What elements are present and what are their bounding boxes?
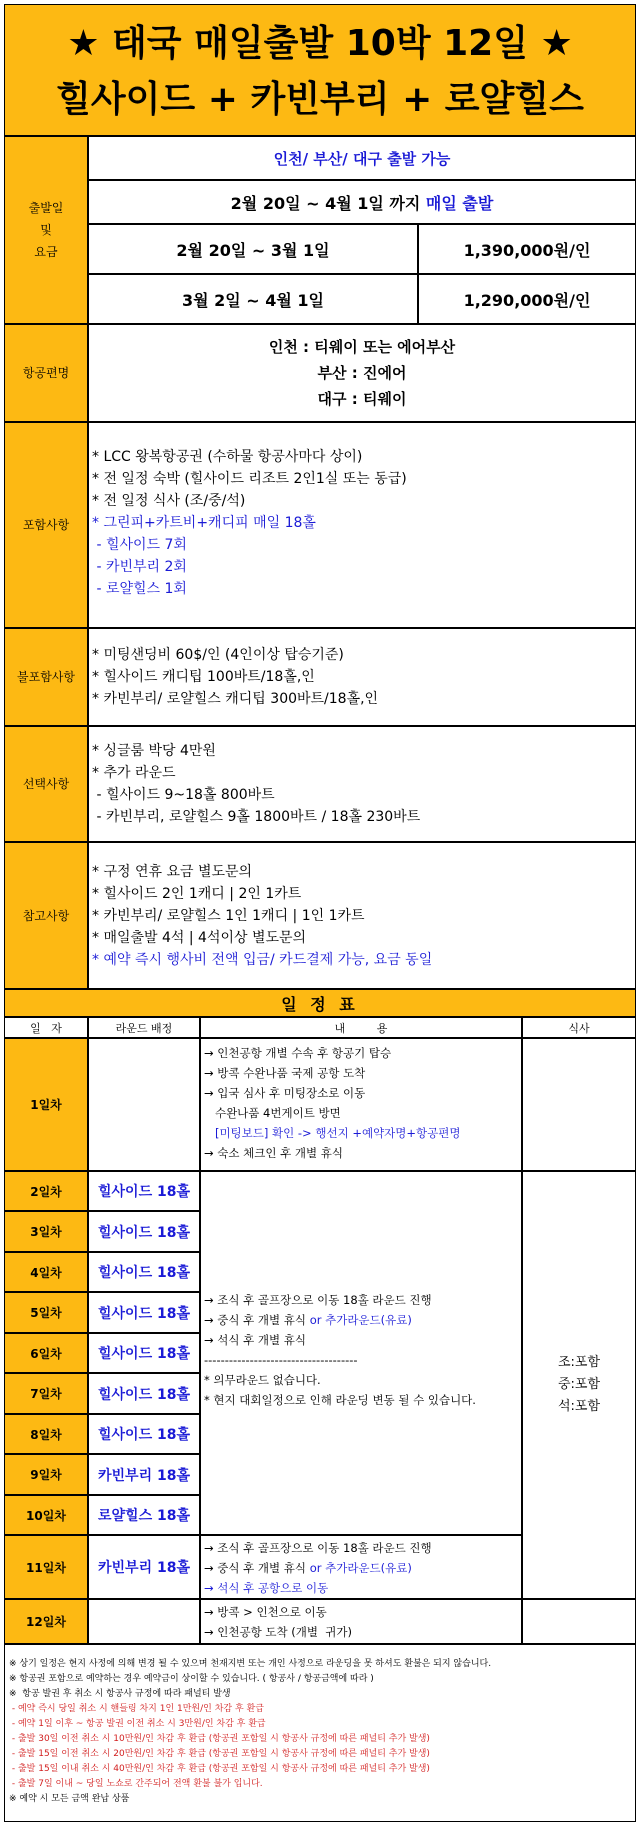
content-line: → 석식 후 공항으로 이동 xyxy=(204,1581,329,1595)
optional-item: * 싱글룸 박당 4만원 xyxy=(92,743,216,759)
content-note: * 의무라운드 없습니다. xyxy=(204,1373,321,1387)
header-round: 라운드 배정 xyxy=(88,1017,200,1038)
price-value-1: 1,390,000원/인 xyxy=(418,224,636,274)
note-line: ※ 항공 발권 후 취소 시 항공사 규정에 따라 패널티 발생 xyxy=(9,1689,231,1699)
day-6-round: 힐사이드 18홀 xyxy=(88,1333,200,1373)
day-9-label: 9일차 xyxy=(4,1454,88,1495)
content-line: → 인천공항 도착 (개별 귀가) xyxy=(204,1625,352,1639)
included-item: * 전 일정 숙박 (힐사이드 리조트 2인1실 또는 동급) xyxy=(92,471,407,487)
day-3-round: 힐사이드 18홀 xyxy=(88,1211,200,1252)
day-12-label: 12일차 xyxy=(4,1599,88,1644)
content-text: → 중식 후 개별 휴식 xyxy=(204,1561,310,1575)
day-3-label: 3일차 xyxy=(4,1211,88,1252)
day-4-label: 4일차 xyxy=(4,1252,88,1292)
price-value-2: 1,290,000원/인 xyxy=(418,274,636,324)
included-item: - 힐사이드 7회 xyxy=(92,537,187,553)
cancel-rule: - 출발 30일 이전 취소 시 10만원/인 차감 후 환급 (항공권 포함일 시 항공사 규정에 따른 패널티 추가 발생) xyxy=(9,1734,430,1744)
content-divider: ------------------------------------- xyxy=(204,1353,358,1367)
cancel-rule: - 출발 15일 이전 취소 시 20만원/인 차감 후 환급 (항공권 포함일 시 항공사 규정에 따른 패널티 추가 발생) xyxy=(9,1749,430,1759)
title-line-1: ★ 태국 매일출발 10박 12일 ★ xyxy=(67,23,573,64)
note-line: ※ 상기 일정은 현지 사정에 의해 변경 될 수 있으며 천재지변 또는 개인 사정으로 라운딩을 못 하셔도 환불은 되지 않습니다. xyxy=(9,1659,492,1669)
meal-dinner: 석:포함 xyxy=(557,1399,601,1414)
included-item: - 로얄힐스 1회 xyxy=(92,581,187,597)
included-item: * LCC 왕복항공권 (수하물 항공사마다 상이) xyxy=(92,449,363,465)
day-4-round: 힐사이드 18홀 xyxy=(88,1252,200,1292)
departure-label: 출발일 및 요금 xyxy=(4,136,88,324)
day-9-round: 카빈부리 18홀 xyxy=(88,1454,200,1495)
day-8-round: 힐사이드 18홀 xyxy=(88,1414,200,1454)
content-note: * 현지 대회일정으로 인해 라운딩 변동 될 수 있습니다. xyxy=(204,1393,476,1407)
extra-round-text: or 추가라운드(유료) xyxy=(309,1313,412,1327)
day-1-meal xyxy=(522,1038,636,1171)
period-text: 2월 20일 ~ 4월 1일 까지 xyxy=(230,193,426,213)
terms-notes xyxy=(4,1644,636,1822)
day-1-content xyxy=(200,1038,522,1171)
extra-round-text: or 추가라운드(유료) xyxy=(309,1561,412,1575)
excluded-item: * 카빈부리/ 로얄힐스 캐디팁 300바트/18홀,인 xyxy=(92,691,379,707)
content-line xyxy=(204,1310,521,1330)
content-text: → 중식 후 개별 휴식 xyxy=(204,1313,310,1327)
header-day: 일 자 xyxy=(4,1017,88,1038)
day-1-line: [미팅보드] 확인 -> 행선지 +예약자명+항공편명 xyxy=(204,1126,461,1140)
included-label: 포함사항 xyxy=(4,422,88,628)
day-5-round: 힐사이드 18홀 xyxy=(88,1292,200,1333)
cancel-rule: - 출발 7일 이내 ~ 당일 노쇼로 간주되어 전액 환불 불가 입니다. xyxy=(9,1779,263,1789)
flight-incheon: 인천 : 티웨이 또는 에어부산 xyxy=(268,338,456,356)
day-1-line: → 입국 심사 후 미팅장소로 이동 xyxy=(204,1086,366,1100)
day-12-round xyxy=(88,1599,200,1644)
meal-lunch: 중:포함 xyxy=(557,1377,601,1392)
content-line: → 조식 후 골프장으로 이동 18홀 라운드 진행 xyxy=(204,1541,432,1555)
day-11-label: 11일차 xyxy=(4,1535,88,1599)
content-line: → 조식 후 골프장으로 이동 18홀 라운드 진행 xyxy=(204,1293,432,1307)
included-item: * 전 일정 식사 (조/중/석) xyxy=(92,493,246,509)
content-line: → 방콕 > 인천으로 이동 xyxy=(204,1605,327,1619)
flight-busan: 부산 : 진에어 xyxy=(317,364,407,382)
round-days-content xyxy=(200,1171,522,1535)
title-line-2: 힐사이드 + 카빈부리 + 로얄힐스 xyxy=(56,79,584,120)
content-line: → 석식 후 개별 휴식 xyxy=(204,1333,307,1347)
flight-daegu: 대구 : 티웨이 xyxy=(317,390,407,408)
included-item: - 카빈부리 2회 xyxy=(92,559,187,575)
day-11-round: 카빈부리 18홀 xyxy=(88,1535,200,1599)
day-12-meal xyxy=(522,1599,636,1644)
header-content: 내 용 xyxy=(200,1017,522,1038)
included-item: * 그린피+카트비+캐디피 매일 18홀 xyxy=(92,515,316,531)
cancel-rule: - 출발 15일 이내 취소 시 40만원/인 차감 후 환급 (항공권 포함일 시 항공사 규정에 따른 패널티 추가 발생) xyxy=(9,1764,430,1774)
flights-label: 항공편명 xyxy=(4,324,88,422)
day-1-label: 1일차 xyxy=(4,1038,88,1171)
schedule-title: 일 정 표 xyxy=(4,989,636,1017)
day-5-label: 5일차 xyxy=(4,1292,88,1333)
day-7-round: 힐사이드 18홀 xyxy=(88,1373,200,1414)
day-10-round: 로얄힐스 18홀 xyxy=(88,1495,200,1535)
meal-breakfast: 조:포함 xyxy=(557,1355,601,1370)
note-line: ※ 예약 시 모든 금액 완납 상품 xyxy=(9,1794,130,1804)
day-1-line: 수완나품 4번게이트 방면 xyxy=(204,1106,341,1120)
price-dates-2: 3월 2일 ~ 4월 1일 xyxy=(88,274,418,324)
day-1-line: → 인천공항 개별 수속 후 항공기 탑승 xyxy=(204,1046,392,1060)
note-line: ※ 항공권 포함으로 예약하는 경우 예약금이 상이할 수 있습니다. ( 항공사 / 항공금액에 따라 ) xyxy=(9,1674,374,1684)
day-7-label: 7일차 xyxy=(4,1373,88,1414)
departure-period xyxy=(88,180,636,224)
reference-item: * 구정 연휴 요금 별도문의 xyxy=(92,864,253,880)
day-1-round xyxy=(88,1038,200,1171)
day-1-line: → 방콕 수완나품 국제 공항 도착 xyxy=(204,1066,366,1080)
reference-item: * 힐사이드 2인 1캐디 | 2인 1카트 xyxy=(92,886,302,902)
title-banner xyxy=(4,4,636,136)
day-1-line: → 숙소 체크인 후 개별 휴식 xyxy=(204,1146,344,1160)
excluded-label: 불포함사항 xyxy=(4,628,88,726)
reference-label: 참고사항 xyxy=(4,842,88,989)
price-dates-1: 2월 20일 ~ 3월 1일 xyxy=(88,224,418,274)
header-meal: 식사 xyxy=(522,1017,636,1038)
optional-list xyxy=(88,726,636,842)
cancel-rule: - 예약 즉시 당일 취소 시 핸들링 차지 1인 1만원/인 차감 후 환급 xyxy=(9,1704,264,1714)
day-6-label: 6일차 xyxy=(4,1333,88,1373)
day-12-content xyxy=(200,1599,522,1644)
optional-item: - 힐사이드 9~18홀 800바트 xyxy=(92,787,275,803)
day-8-label: 8일차 xyxy=(4,1414,88,1454)
optional-label: 선택사항 xyxy=(4,726,88,842)
included-list xyxy=(88,422,636,628)
reference-item: * 매일출발 4석 | 4석이상 별도문의 xyxy=(92,930,307,946)
day-2-label: 2일차 xyxy=(4,1171,88,1211)
departure-origins: 인천/ 부산/ 대구 출발 가능 xyxy=(88,136,636,180)
optional-item: * 추가 라운드 xyxy=(92,765,176,781)
reference-item: * 카빈부리/ 로얄힐스 1인 1캐디 | 1인 1카트 xyxy=(92,908,365,924)
excluded-item: * 힐사이드 캐디팁 100바트/18홀,인 xyxy=(92,669,315,685)
reference-list xyxy=(88,842,636,989)
excluded-item: * 미팅샌딩비 60$/인 (4인이상 탑승기준) xyxy=(92,647,344,663)
flights-list xyxy=(88,324,636,422)
day-11-content xyxy=(200,1535,522,1599)
day-2-round: 힐사이드 18홀 xyxy=(88,1171,200,1211)
content-line xyxy=(204,1558,521,1578)
optional-item: - 카빈부리, 로얄힐스 9홀 1800바트 / 18홀 230바트 xyxy=(92,809,421,825)
reference-item: * 예약 즉시 행사비 전액 입금/ 카드결제 가능, 요금 동일 xyxy=(92,952,433,968)
excluded-list xyxy=(88,628,636,726)
period-highlight: 매일 출발 xyxy=(425,193,494,213)
cancel-rule: - 예약 1일 이후 ~ 항공 발권 이전 취소 시 3만원/인 차감 후 환급 xyxy=(9,1719,266,1729)
meal-info xyxy=(522,1171,636,1599)
day-10-label: 10일차 xyxy=(4,1495,88,1535)
